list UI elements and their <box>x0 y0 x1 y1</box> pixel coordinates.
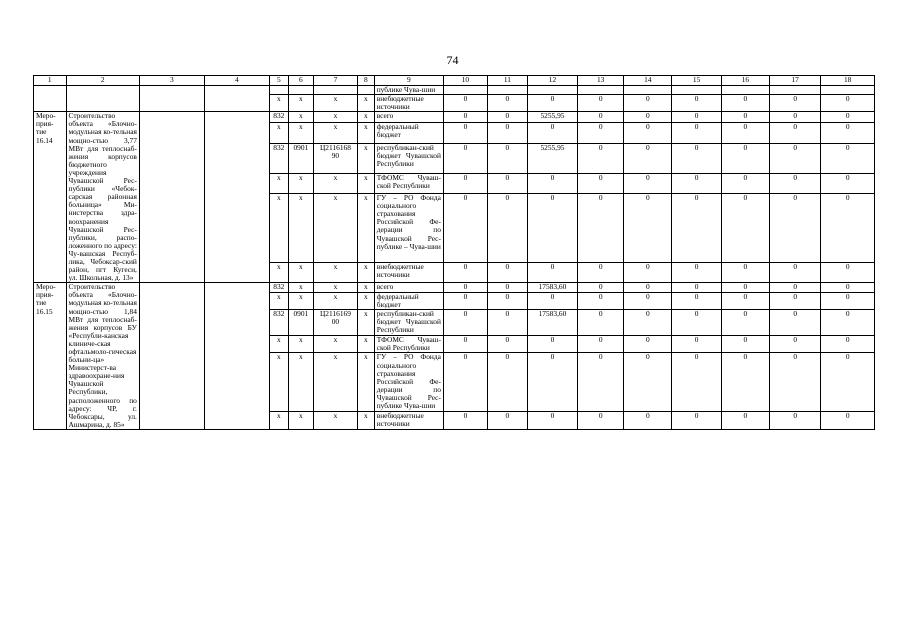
column-number-header: 13 <box>578 76 624 86</box>
participant-cell <box>204 112 269 283</box>
amount-cell: 0 <box>624 353 672 412</box>
amount-cell: 0 <box>443 412 487 430</box>
amount-cell: 0 <box>721 292 769 310</box>
amount-cell: 0 <box>487 283 527 292</box>
amount-cell: 0 <box>721 262 769 283</box>
grbs-code-cell: 832 <box>269 112 288 123</box>
amount-cell: 0 <box>821 112 875 123</box>
amount-cell: 0 <box>721 143 769 173</box>
amount-cell: 0 <box>527 262 577 283</box>
target-article-cell: x <box>313 112 357 123</box>
amount-cell: 0 <box>487 123 527 143</box>
column-number-header: 11 <box>487 76 527 86</box>
amount-cell: 0 <box>578 194 624 263</box>
funding-source-cell: ГУ – РО Фонда социального страхования Российской Фе-дерации по Чувашской Рес-публике Чува-шии <box>374 353 443 412</box>
amount-cell: 0 <box>821 412 875 430</box>
amount-cell: 0 <box>672 123 721 143</box>
amount-cell: 0 <box>672 292 721 310</box>
amount-cell: 17583,60 <box>527 310 577 336</box>
expense-type-cell: x <box>357 412 374 430</box>
amount-cell: 0 <box>487 194 527 263</box>
program-table <box>33 75 875 430</box>
amount-cell: 0 <box>821 194 875 263</box>
section-code-cell: x <box>288 112 313 123</box>
amount-cell: 0 <box>770 283 821 292</box>
amount-cell: 0 <box>821 283 875 292</box>
amount-cell: 0 <box>443 262 487 283</box>
amount-cell: 0 <box>721 173 769 193</box>
amount-cell: 0 <box>487 292 527 310</box>
amount-cell: 0 <box>624 283 672 292</box>
section-code-cell <box>288 86 313 95</box>
section-code-cell: 0901 <box>288 143 313 173</box>
amount-cell: 0 <box>721 353 769 412</box>
target-article-cell: x <box>313 262 357 283</box>
activity-id-cell: Меро-прия-тие 16.14 <box>34 112 67 283</box>
funding-source-cell: федеральный бюджет <box>374 123 443 143</box>
amount-cell: 0 <box>721 310 769 336</box>
activity-name-cell: Строительство объекта «Блочно-модульная ко-тельная мощно-стью 3,77 МВт для теплоснаб-жения корпусов бюджетного учреждения Чувашской Рес-публики «Чебок-сарская районная больница» Ми-нистерства здра-воохранения Чувашской Рес-публики, распо-ложенного по адресу: Чу-вашская Респуб-лика, Чебоксар-ский район, пгт Кугеси, ул. Школьная, д. 13» <box>66 112 139 283</box>
amount-cell: 0 <box>578 143 624 173</box>
amount-cell: 0 <box>821 335 875 353</box>
amount-cell: 0 <box>821 310 875 336</box>
amount-cell: 0 <box>624 143 672 173</box>
amount-cell: 0 <box>527 292 577 310</box>
table-row <box>34 112 875 123</box>
expense-type-cell: x <box>357 310 374 336</box>
amount-cell: 0 <box>443 292 487 310</box>
amount-cell: 0 <box>770 353 821 412</box>
target-article-cell <box>313 86 357 95</box>
grbs-code-cell: x <box>269 194 288 263</box>
column-number-header: 15 <box>672 76 721 86</box>
header-row <box>34 76 875 86</box>
expense-type-cell: x <box>357 292 374 310</box>
grbs-code-cell: x <box>269 412 288 430</box>
amount-cell: 0 <box>578 112 624 123</box>
amount-cell <box>672 86 721 95</box>
participant-cell <box>204 283 269 430</box>
grbs-code-cell: 832 <box>269 143 288 173</box>
amount-cell: 0 <box>821 123 875 143</box>
amount-cell: 0 <box>821 353 875 412</box>
funding-source-cell: ТФОМС Чуваш-ской Республики <box>374 173 443 193</box>
amount-cell: 0 <box>821 173 875 193</box>
amount-cell: 0 <box>721 412 769 430</box>
column-number-header: 16 <box>721 76 769 86</box>
amount-cell: 0 <box>672 283 721 292</box>
column-number-header: 4 <box>204 76 269 86</box>
target-article-cell: x <box>313 412 357 430</box>
participant-cell <box>204 86 269 112</box>
column-number-header: 12 <box>527 76 577 86</box>
responsible-cell <box>139 112 204 283</box>
grbs-code-cell: x <box>269 262 288 283</box>
amount-cell <box>527 86 577 95</box>
section-code-cell: x <box>288 283 313 292</box>
amount-cell: 0 <box>487 112 527 123</box>
amount-cell: 0 <box>578 335 624 353</box>
grbs-code-cell: x <box>269 353 288 412</box>
amount-cell <box>770 86 821 95</box>
grbs-code-cell: x <box>269 335 288 353</box>
amount-cell: 0 <box>672 112 721 123</box>
column-number-header: 5 <box>269 76 288 86</box>
amount-cell: 0 <box>624 412 672 430</box>
grbs-code-cell <box>269 86 288 95</box>
amount-cell: 0 <box>770 335 821 353</box>
amount-cell: 0 <box>770 194 821 263</box>
amount-cell: 0 <box>624 292 672 310</box>
amount-cell: 0 <box>487 335 527 353</box>
funding-source-cell: республикан-ский бюджет Чувашской Республики <box>374 143 443 173</box>
amount-cell: 0 <box>443 353 487 412</box>
expense-type-cell: x <box>357 262 374 283</box>
amount-cell: 0 <box>527 335 577 353</box>
amount-cell <box>624 86 672 95</box>
section-code-cell: x <box>288 262 313 283</box>
amount-cell: 0 <box>624 112 672 123</box>
amount-cell: 5255,95 <box>527 143 577 173</box>
amount-cell: 0 <box>578 95 624 112</box>
expense-type-cell: x <box>357 123 374 143</box>
amount-cell: 0 <box>770 123 821 143</box>
expense-type-cell: x <box>357 335 374 353</box>
expense-type-cell: x <box>357 95 374 112</box>
amount-cell: 0 <box>672 194 721 263</box>
amount-cell: 0 <box>721 112 769 123</box>
grbs-code-cell: x <box>269 173 288 193</box>
amount-cell: 0 <box>487 143 527 173</box>
amount-cell: 0 <box>721 95 769 112</box>
target-article-cell: x <box>313 173 357 193</box>
amount-cell: 0 <box>770 292 821 310</box>
amount-cell: 0 <box>443 194 487 263</box>
grbs-code-cell: x <box>269 292 288 310</box>
column-number-header: 8 <box>357 76 374 86</box>
amount-cell: 0 <box>527 173 577 193</box>
amount-cell: 0 <box>487 310 527 336</box>
amount-cell: 0 <box>721 123 769 143</box>
table-row <box>34 283 875 292</box>
amount-cell: 0 <box>578 292 624 310</box>
column-number-header: 1 <box>34 76 67 86</box>
responsible-cell <box>139 283 204 430</box>
amount-cell: 0 <box>578 173 624 193</box>
amount-cell: 0 <box>721 194 769 263</box>
amount-cell: 0 <box>487 95 527 112</box>
amount-cell: 0 <box>443 283 487 292</box>
target-article-cell: x <box>313 283 357 292</box>
amount-cell: 0 <box>487 262 527 283</box>
amount-cell: 0 <box>770 310 821 336</box>
expense-type-cell: x <box>357 353 374 412</box>
amount-cell: 0 <box>821 262 875 283</box>
funding-source-cell: ГУ – РО Фонда социального страхования Российской Фе-дерации по Чувашской Рес-публике – Чува-шии <box>374 194 443 263</box>
target-article-cell: x <box>313 353 357 412</box>
section-code-cell: x <box>288 353 313 412</box>
amount-cell: 0 <box>624 335 672 353</box>
amount-cell: 0 <box>578 262 624 283</box>
target-article-cell: x <box>313 123 357 143</box>
funding-source-cell: республикан-ский бюджет Чувашской Республики <box>374 310 443 336</box>
section-code-cell: x <box>288 292 313 310</box>
column-number-header: 9 <box>374 76 443 86</box>
amount-cell: 0 <box>527 353 577 412</box>
page-number: 74 <box>446 53 459 67</box>
amount-cell: 5255,95 <box>527 112 577 123</box>
funding-source-cell: ТФОМС Чуваш-ской Республики <box>374 335 443 353</box>
amount-cell: 0 <box>527 412 577 430</box>
amount-cell: 0 <box>578 412 624 430</box>
amount-cell: 0 <box>624 123 672 143</box>
expense-type-cell: x <box>357 283 374 292</box>
amount-cell <box>721 86 769 95</box>
amount-cell: 0 <box>443 123 487 143</box>
funding-source-cell: всего <box>374 283 443 292</box>
amount-cell: 0 <box>443 95 487 112</box>
activity-id-cell <box>34 86 67 112</box>
amount-cell: 0 <box>672 412 721 430</box>
amount-cell: 0 <box>487 412 527 430</box>
table-row <box>34 86 875 95</box>
activity-name-cell <box>66 86 139 112</box>
amount-cell: 0 <box>578 310 624 336</box>
amount-cell <box>821 86 875 95</box>
amount-cell: 0 <box>770 262 821 283</box>
amount-cell: 0 <box>487 353 527 412</box>
funding-source-cell: внебюджетные источники <box>374 95 443 112</box>
activity-id-cell: Меро-прия-тие 16.15 <box>34 283 67 430</box>
section-code-cell: x <box>288 412 313 430</box>
amount-cell: 0 <box>672 335 721 353</box>
amount-cell: 0 <box>443 173 487 193</box>
amount-cell: 0 <box>443 143 487 173</box>
column-number-header: 3 <box>139 76 204 86</box>
expense-type-cell: x <box>357 194 374 263</box>
section-code-cell: x <box>288 173 313 193</box>
amount-cell: 0 <box>443 310 487 336</box>
column-number-header: 10 <box>443 76 487 86</box>
column-number-header: 18 <box>821 76 875 86</box>
grbs-code-cell: x <box>269 123 288 143</box>
expense-type-cell: x <box>357 143 374 173</box>
amount-cell: 0 <box>821 95 875 112</box>
responsible-cell <box>139 86 204 112</box>
amount-cell <box>443 86 487 95</box>
section-code-cell: x <box>288 194 313 263</box>
funding-source-cell: всего <box>374 112 443 123</box>
amount-cell: 0 <box>672 173 721 193</box>
funding-source-cell: внебюджетные источники <box>374 262 443 283</box>
amount-cell: 0 <box>487 173 527 193</box>
amount-cell: 0 <box>672 143 721 173</box>
amount-cell: 0 <box>443 335 487 353</box>
grbs-code-cell: x <box>269 95 288 112</box>
amount-cell: 0 <box>672 262 721 283</box>
amount-cell: 0 <box>821 292 875 310</box>
amount-cell: 0 <box>527 123 577 143</box>
section-code-cell: x <box>288 123 313 143</box>
section-code-cell: x <box>288 95 313 112</box>
amount-cell: 0 <box>624 194 672 263</box>
column-number-header: 7 <box>313 76 357 86</box>
amount-cell: 0 <box>770 95 821 112</box>
amount-cell: 0 <box>624 173 672 193</box>
amount-cell: 0 <box>672 310 721 336</box>
column-number-header: 14 <box>624 76 672 86</box>
funding-source-cell: публике Чува-шии <box>374 86 443 95</box>
amount-cell: 0 <box>821 143 875 173</box>
amount-cell: 0 <box>721 283 769 292</box>
amount-cell <box>487 86 527 95</box>
expense-type-cell <box>357 86 374 95</box>
amount-cell: 0 <box>672 95 721 112</box>
target-article-cell: Ц2116169 00 <box>313 310 357 336</box>
column-number-header: 17 <box>770 76 821 86</box>
section-code-cell: x <box>288 335 313 353</box>
amount-cell: 0 <box>721 335 769 353</box>
target-article-cell: x <box>313 335 357 353</box>
funding-source-cell: федеральный бюджет <box>374 292 443 310</box>
amount-cell: 0 <box>624 95 672 112</box>
target-article-cell: Ц2116168 90 <box>313 143 357 173</box>
amount-cell: 0 <box>578 283 624 292</box>
funding-source-cell: внебюджетные источники <box>374 412 443 430</box>
expense-type-cell: x <box>357 173 374 193</box>
target-article-cell: x <box>313 194 357 263</box>
amount-cell: 0 <box>624 262 672 283</box>
amount-cell: 17583,60 <box>527 283 577 292</box>
amount-cell <box>578 86 624 95</box>
target-article-cell: x <box>313 292 357 310</box>
amount-cell: 0 <box>527 194 577 263</box>
amount-cell: 0 <box>443 112 487 123</box>
amount-cell: 0 <box>770 412 821 430</box>
column-number-header: 2 <box>66 76 139 86</box>
amount-cell: 0 <box>578 353 624 412</box>
amount-cell: 0 <box>527 95 577 112</box>
target-article-cell: x <box>313 95 357 112</box>
column-number-header: 6 <box>288 76 313 86</box>
expense-type-cell: x <box>357 112 374 123</box>
section-code-cell: 0901 <box>288 310 313 336</box>
amount-cell: 0 <box>672 353 721 412</box>
grbs-code-cell: 832 <box>269 310 288 336</box>
amount-cell: 0 <box>578 123 624 143</box>
activity-name-cell: Строительство объекта «Блочно-модульная ко-тельная мощно-стью 1,84 МВт для теплоснаб-жения корпусов БУ «Республи-канская клиниче-ская офтальмоло-гическая больни-ца» Министерст-ва здравоохране-ния Чувашской Республики, расположенного по адресу: ЧР, г. Чебоксары, ул. Ашмарина, д. 85» <box>66 283 139 430</box>
amount-cell: 0 <box>770 173 821 193</box>
grbs-code-cell: 832 <box>269 283 288 292</box>
amount-cell: 0 <box>770 143 821 173</box>
amount-cell: 0 <box>624 310 672 336</box>
amount-cell: 0 <box>770 112 821 123</box>
